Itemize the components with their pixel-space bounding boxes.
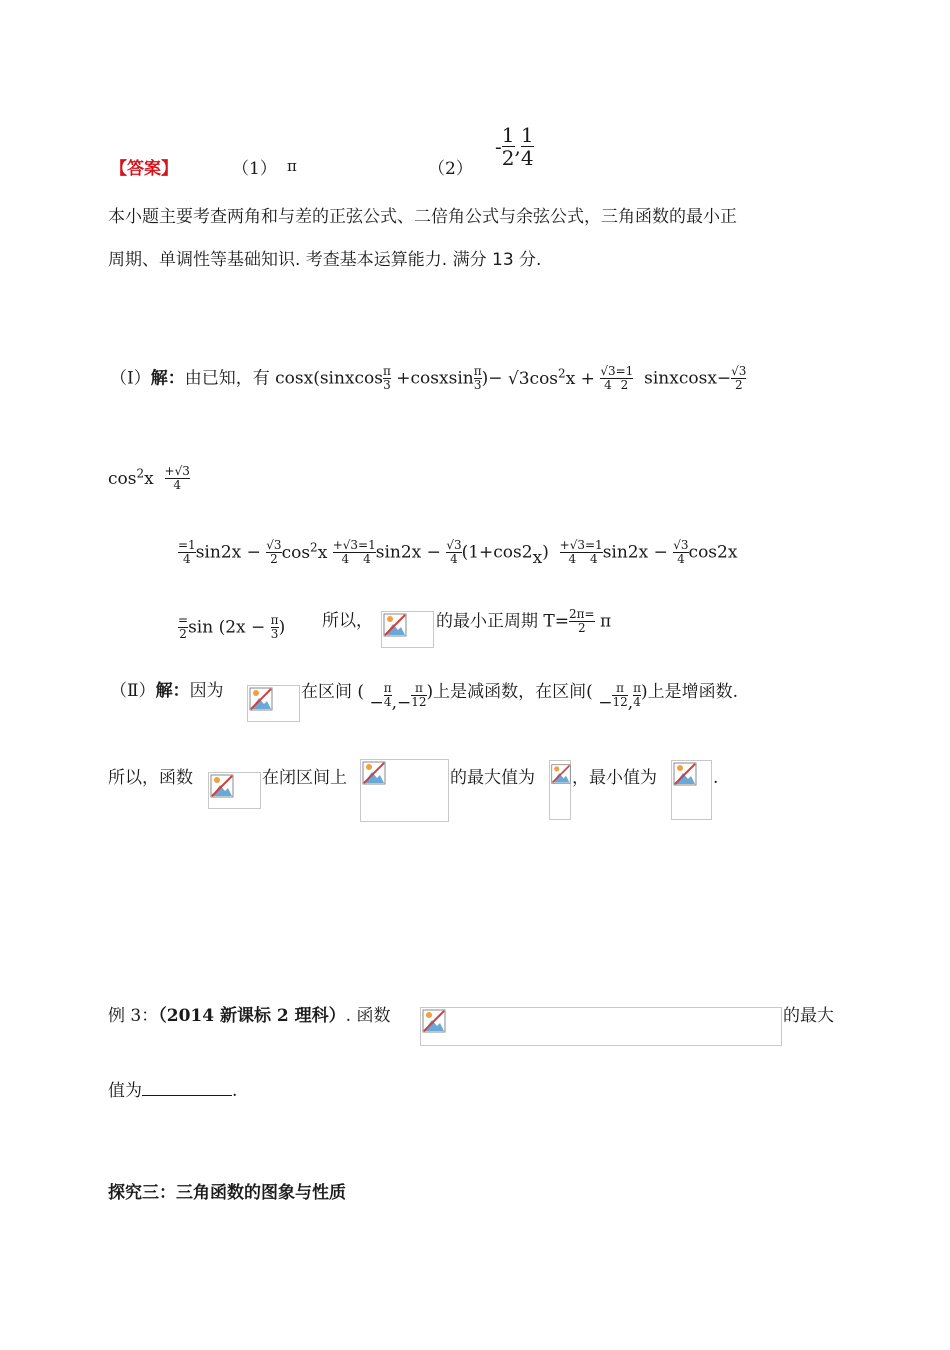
conclusion-max: 的最大值为	[450, 768, 535, 788]
broken-image-icon	[360, 759, 449, 822]
part-two-line: （Ⅱ）解：因为	[110, 681, 224, 701]
conclusion-min: ，最小值为	[572, 768, 657, 788]
part-one-line-1: （Ⅰ）解：由已知，有 cosx(sinxcos $\frac{\pi}{3}$ +cosxsin $\frac{\pi}{3}$ )− $√3\cos^2x$ + $\frac{√3}{4}$ $\frac{=1}{2}$ sinxcosx− $\frac{√3}{2}$	[110, 364, 747, 392]
answer-part2-label: （2）	[428, 159, 473, 179]
intro-line-2: 周期、单调性等基础知识. 考查基本运算能力. 满分 13 分.	[108, 250, 542, 270]
conclusion-prefix: 所以，函数	[108, 768, 193, 788]
broken-image-icon	[208, 772, 261, 809]
conclusion-closed: 在闭区间上	[262, 768, 347, 788]
answer-part2-value: - $\frac{1}{2}$ , $\frac{1}{4}$	[495, 123, 534, 170]
intro-line-1: 本小题主要考查两角和与差的正弦公式、二倍角公式与余弦公式，三角函数的最小正	[108, 207, 737, 227]
broken-image-icon	[420, 1007, 782, 1046]
broken-image-icon	[247, 685, 300, 722]
example-line-2: 值为 .	[108, 1081, 238, 1101]
answer-part1-value: π	[287, 157, 297, 175]
answer-blank[interactable]	[142, 1081, 232, 1096]
part-one-line-3: $\frac{=1}{4}$ sin2x − $\frac{√3}{2}$ $\cos^2x$ $\frac{+√3}{4}$ $\frac{=1}{4}$ sin2x − $\frac{√3}{4}$ (1+cos2x) $\frac{+√3}{4}$ $\frac{=1}{4}$ sin2x − $\frac{√3}{4}$ cos2x	[178, 538, 738, 568]
broken-image-icon	[549, 760, 571, 820]
part-one-therefore: 所以，	[322, 611, 373, 631]
answer-part1-label: （1）	[232, 159, 277, 179]
example-tail: 的最大	[783, 1006, 834, 1026]
part-one-period: 的最小正周期 T= $\frac{2\pi=}{2}$ π	[436, 607, 612, 635]
part-two-interval: 在区间 ( − $\frac{\pi}{4}$ ,− $\frac{\pi}{12}$ )上是减函数，在区间( − $\frac{\pi}{12}$ , $\frac{\pi}{4}$ )上是增函数.	[301, 681, 739, 713]
broken-image-icon	[381, 611, 434, 648]
example-line-1: 例 3：（2014 新课标 2 理科）. 函数	[108, 1006, 391, 1026]
broken-image-icon	[671, 760, 712, 820]
part-one-line-4: $\frac{=}{2}$ sin (2x − $\frac{\pi}{3}$ )	[178, 613, 286, 641]
conclusion-period: .	[713, 768, 719, 788]
section-title: 探究三：三角函数的图象与性质	[108, 1183, 346, 1203]
answer-tag: 【答案】	[110, 159, 178, 179]
part-one-line-2: $\cos^2x$ $\frac{+√3}{4}$	[108, 464, 190, 492]
